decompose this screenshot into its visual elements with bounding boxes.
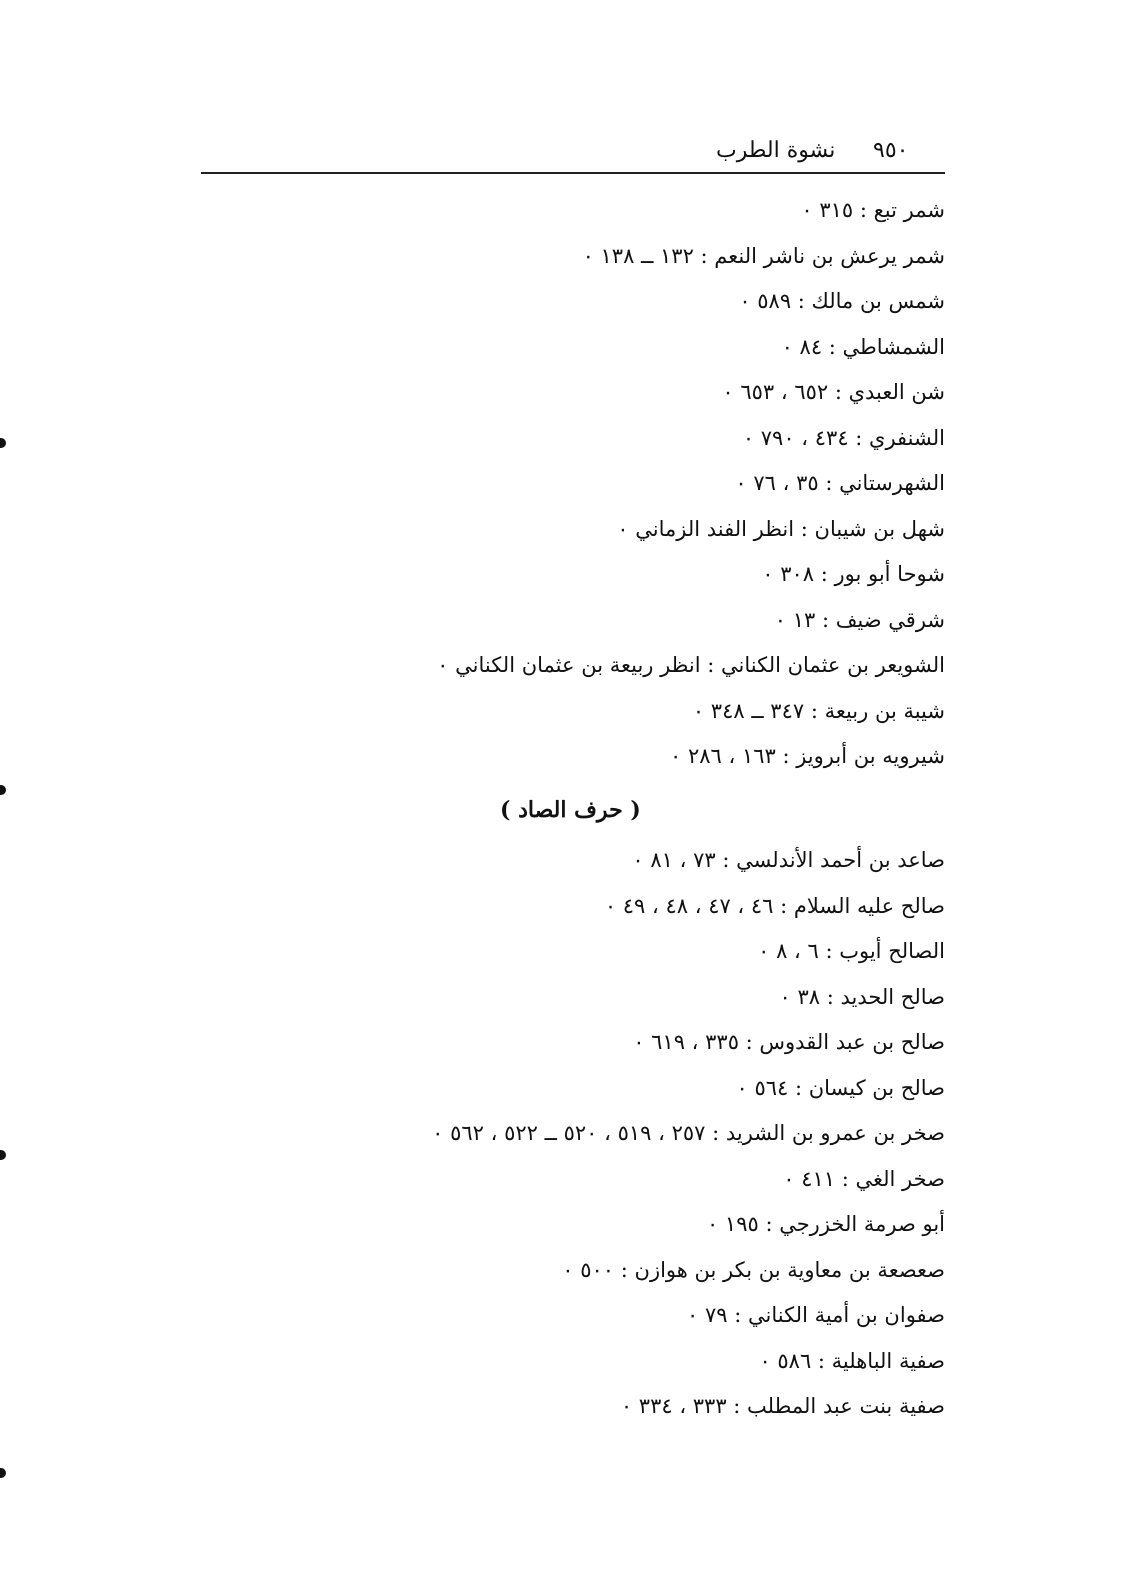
page-header bbox=[201, 136, 945, 174]
index-entry: شيرويه بن أبرويز : ١٦٣ ، ٢٨٦ ٠ bbox=[669, 744, 945, 768]
index-entry: أبو صرمة الخزرجي : ١٩٥ ٠ bbox=[706, 1212, 945, 1236]
index-entry: شرقي ضيف : ١٣ ٠ bbox=[774, 607, 945, 632]
index-entry: صالح الحديد : ٣٨ ٠ bbox=[779, 984, 945, 1009]
index-entry: صاعد بن أحمد الأندلسي : ٧٣ ، ٨١ ٠ bbox=[632, 848, 945, 872]
index-entry: صخر الغي : ٤١١ ٠ bbox=[783, 1166, 945, 1191]
section-heading: ( حرف الصاد ) bbox=[500, 797, 641, 823]
page-number: ٩٥٠ bbox=[873, 138, 909, 163]
index-entry: شن العبدي : ٦٥٢ ، ٦٥٣ ٠ bbox=[722, 380, 945, 404]
index-entry: شوحا أبو بور : ٣٠٨ ٠ bbox=[762, 562, 945, 586]
index-entry: شهل بن شيبان : انظر الفند الزماني ٠ bbox=[617, 516, 945, 541]
index-entry: الشويعر بن عثمان الكناني : انظر ربيعة بن عثمان الكناني ٠ bbox=[437, 653, 945, 677]
scan-speck bbox=[0, 1150, 6, 1160]
index-entry: صالح بن عبد القدوس : ٣٣٥ ، ٦١٩ ٠ bbox=[633, 1030, 945, 1054]
index-entry: شيبة بن ربيعة : ٣٤٧ ــ ٣٤٨ ٠ bbox=[692, 698, 945, 723]
index-entry: صفية بنت عبد المطلب : ٣٣٣ ، ٣٣٤ ٠ bbox=[620, 1394, 945, 1418]
index-entry: شمر تبع : ٣١٥ ٠ bbox=[801, 198, 945, 222]
index-entry: صفية الباهلية : ٥٨٦ ٠ bbox=[759, 1348, 945, 1373]
index-entry: صالح بن كيسان : ٥٦٤ ٠ bbox=[736, 1075, 945, 1100]
index-entry: شمر يرعش بن ناشر النعم : ١٣٢ ــ ١٣٨ ٠ bbox=[582, 243, 945, 268]
running-title: نشوة الطرب bbox=[716, 138, 836, 163]
index-entry: صعصعة بن معاوية بن بكر بن هوازن : ٥٠٠ ٠ bbox=[562, 1257, 945, 1282]
scan-speck bbox=[0, 1468, 6, 1478]
index-entry: الصالح أيوب : ٦ ، ٨ ٠ bbox=[758, 939, 945, 963]
index-entry: الشنفري : ٤٣٤ ، ٧٩٠ ٠ bbox=[742, 425, 945, 450]
index-entry: صخر بن عمرو بن الشريد : ٢٥٧ ، ٥١٩ ، ٥٢٠ ــ ٥٢٢ ، ٥٦٢ ٠ bbox=[432, 1121, 945, 1145]
index-entries-shin bbox=[225, 188, 945, 780]
index-entry: صالح عليه السلام : ٤٦ ، ٤٧ ، ٤٨ ، ٤٩ ٠ bbox=[604, 893, 945, 918]
scan-speck bbox=[0, 438, 6, 448]
index-entries-sad bbox=[225, 838, 945, 1430]
index-entry: صفوان بن أمية الكناني : ٧٩ ٠ bbox=[687, 1303, 945, 1327]
index-entry: الشمشاطي : ٨٤ ٠ bbox=[781, 334, 945, 359]
index-entry: الشهرستاني : ٣٥ ، ٧٦ ٠ bbox=[735, 471, 945, 495]
index-entry: شمس بن مالك : ٥٨٩ ٠ bbox=[739, 289, 945, 313]
scan-speck bbox=[0, 785, 6, 795]
